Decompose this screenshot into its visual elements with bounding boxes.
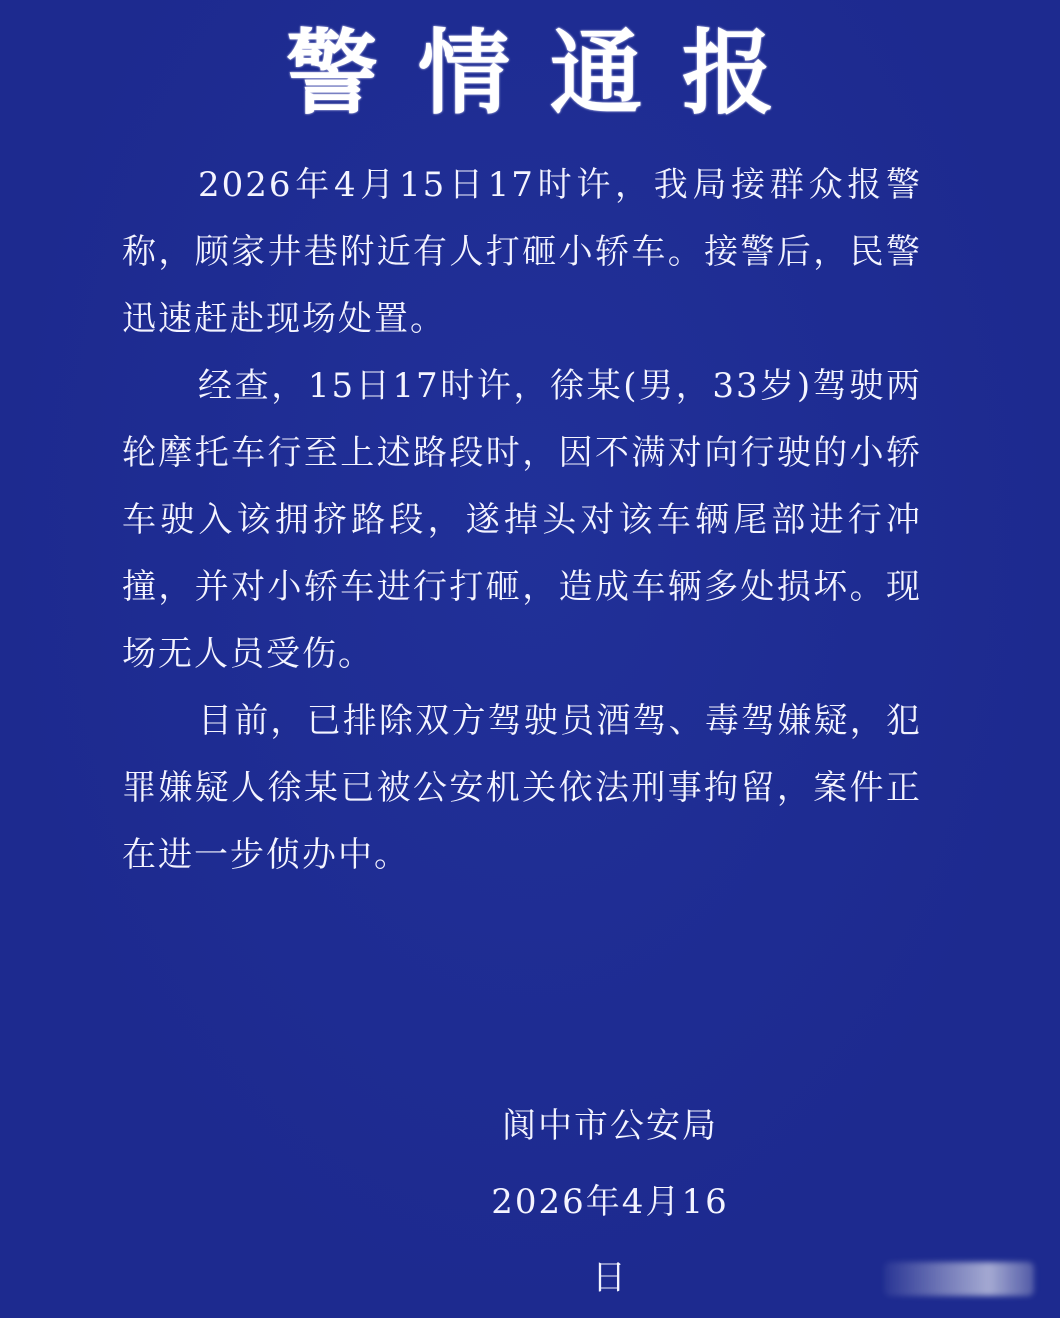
issue-date: 2026年4月16日 [491,1182,729,1298]
paragraph-investigation: 经查，15日17时许，徐某(男，33岁)驾驶两轮摩托车行至上述路段时，因不满对向行驶的小轿车驶入该拥挤路段，遂掉头对该车辆尾部进行冲撞，并对小轿车进行打砸，造成车辆多处损坏。现场无人员受伤。 [122,366,922,674]
issuer-name: 阆中市公安局 [502,1106,718,1146]
blurred-watermark [884,1262,1034,1296]
paragraph-status: 目前，已排除双方驾驶员酒驾、毒驾嫌疑，犯罪嫌疑人徐某已被公安机关依法刑事拘留，案件正在进一步侦办中。 [122,701,922,875]
paragraph-report: 2026年4月15日17时许，我局接群众报警称，顾家井巷附近有人打砸小轿车。接警后，民警迅速赶赴现场处置。 [122,165,922,339]
notice-title: 警情通报 [285,20,814,127]
notice-body [122,152,922,889]
signature-block [480,1088,740,1316]
